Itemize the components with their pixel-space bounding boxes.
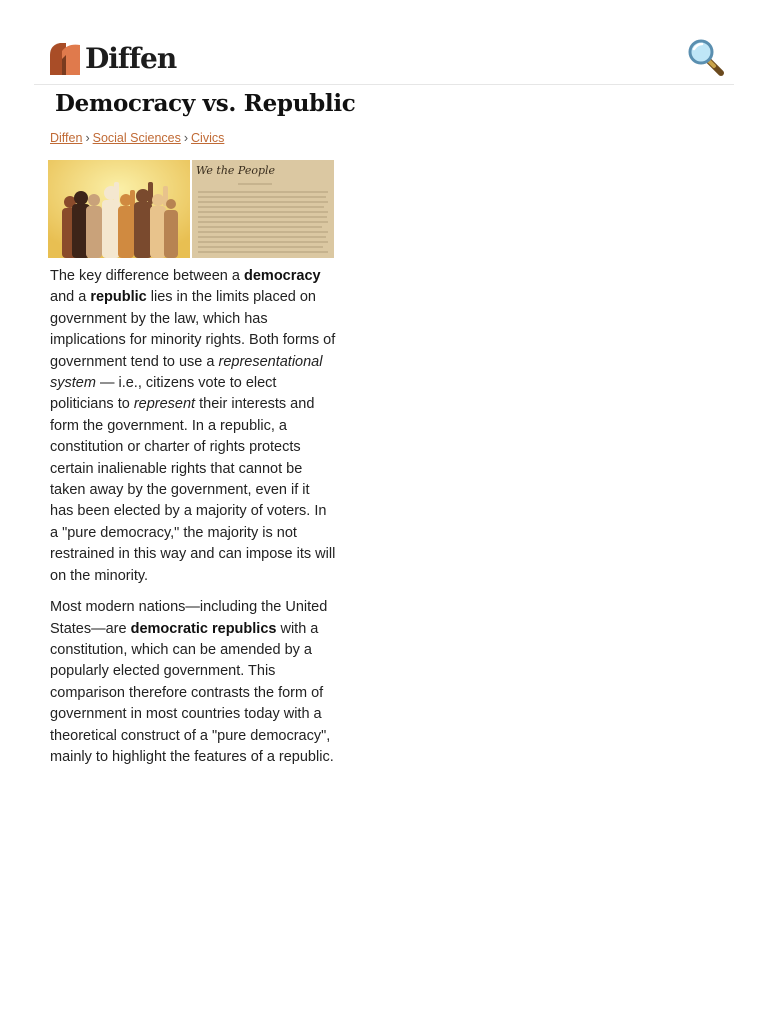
- text-segment: with a constitution, which can be amended by a popularly elected government. This comparison therefore contrasts the form of government in most countries today with a theoretical construct of a "pure democracy", mainly to highlight the features of a republic.: [50, 620, 334, 765]
- diffen-logo-icon: [48, 41, 82, 75]
- breadcrumb-separator: ›: [85, 131, 90, 145]
- text-segment: their interests and form the government. In a republic, a constitution or charter of rights protects certain inalienable rights that cannot be taken away by the government, even if it has been elected by a majority of voters. In a "pure democracy," the majority is not restrained in this way and can impose its will on the minority.: [50, 396, 336, 584]
- breadcrumb-separator: ›: [183, 131, 189, 145]
- site-logo[interactable]: [48, 40, 176, 76]
- we-the-people-constitution-document: [192, 160, 334, 258]
- second-paragraph: [50, 597, 336, 768]
- logo-text: Diffen: [85, 41, 177, 75]
- text-segment: Most modern nations—including the United States—are: [50, 599, 328, 637]
- breadcrumb: [50, 131, 224, 145]
- italic-term-represent: represent: [133, 396, 196, 413]
- breadcrumb-link-civics[interactable]: Civics: [191, 131, 225, 145]
- breadcrumb-link-diffen[interactable]: Diffen: [50, 131, 83, 145]
- crowd-raising-hands-illustration: [48, 160, 190, 258]
- text-segment: The key difference between a: [50, 268, 244, 284]
- intro-paragraph: [50, 266, 336, 587]
- text-segment: lies in the limits placed on government by the law, which has implications for minority rights. Both forms of government tend to use a: [50, 289, 336, 370]
- bold-term-republic: republic: [90, 289, 147, 306]
- text-segment: and a: [50, 289, 91, 306]
- page-title: Democracy vs. Republic: [55, 90, 356, 117]
- bold-term-democratic-republics: democratic republics: [130, 620, 277, 637]
- article-body: [50, 266, 336, 778]
- italic-term-representational-system: representational system: [50, 353, 323, 392]
- breadcrumb-link-social-sciences[interactable]: Social Sciences: [92, 131, 181, 145]
- search-button[interactable]: [684, 36, 726, 78]
- constitution-heading: We the People: [196, 164, 276, 177]
- text-segment: — i.e., citizens vote to elect politicians to: [50, 375, 277, 413]
- bold-term-democracy: democracy: [244, 268, 321, 284]
- magnifying-glass-icon: [684, 36, 726, 78]
- hero-image: [48, 160, 334, 258]
- site-header: [34, 30, 734, 85]
